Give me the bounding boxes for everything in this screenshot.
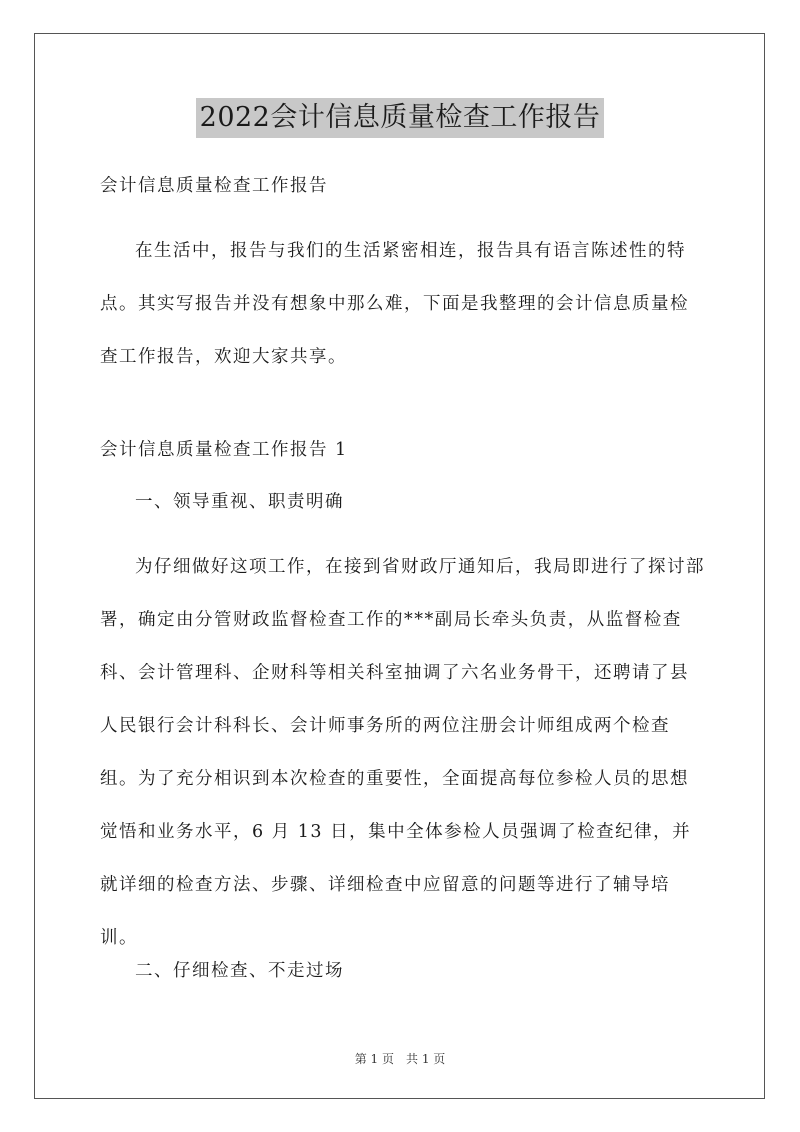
section-heading-1: 一、领导重视、职责明确 [135, 492, 344, 512]
body-paragraph-1: 为仔细做好这项工作，在接到省财政厅通知后，我局即进行了探讨部署，确定由分管财政监督检查工作的***副局长牵头负责，从监督检查科、会计管理科、企财科等相关科室抽调了六名业务骨干，还聘请了县人民银行会计科科长、会计师事务所的两位注册会计师组成两个检查组。为了充分相识到本次检查的重要性，全面提高每位参检人员的思想觉悟和业务水平，6 月 13 日，集中全体参检人员强调了检查纪律，并就详细的检查方法、步骤、详细检查中应留意的问题等进行了辅导培训。 [100, 557, 705, 948]
document-subtitle: 会计信息质量检查工作报告 [100, 176, 328, 196]
page-footer: 第 1 页 共 1 页 [354, 1052, 446, 1066]
section-title: 会计信息质量检查工作报告 1 [100, 440, 348, 460]
section-heading-2: 二、仔细检查、不走过场 [135, 961, 344, 981]
intro-paragraph: 在生活中，报告与我们的生活紧密相连，报告具有语言陈述性的特点。其实写报告并没有想象中那么难，下面是我整理的会计信息质量检查工作报告，欢迎大家共享。 [100, 241, 689, 367]
document-title-text: 2022会计信息质量检查工作报告 [196, 98, 605, 138]
document-title [0, 98, 800, 138]
